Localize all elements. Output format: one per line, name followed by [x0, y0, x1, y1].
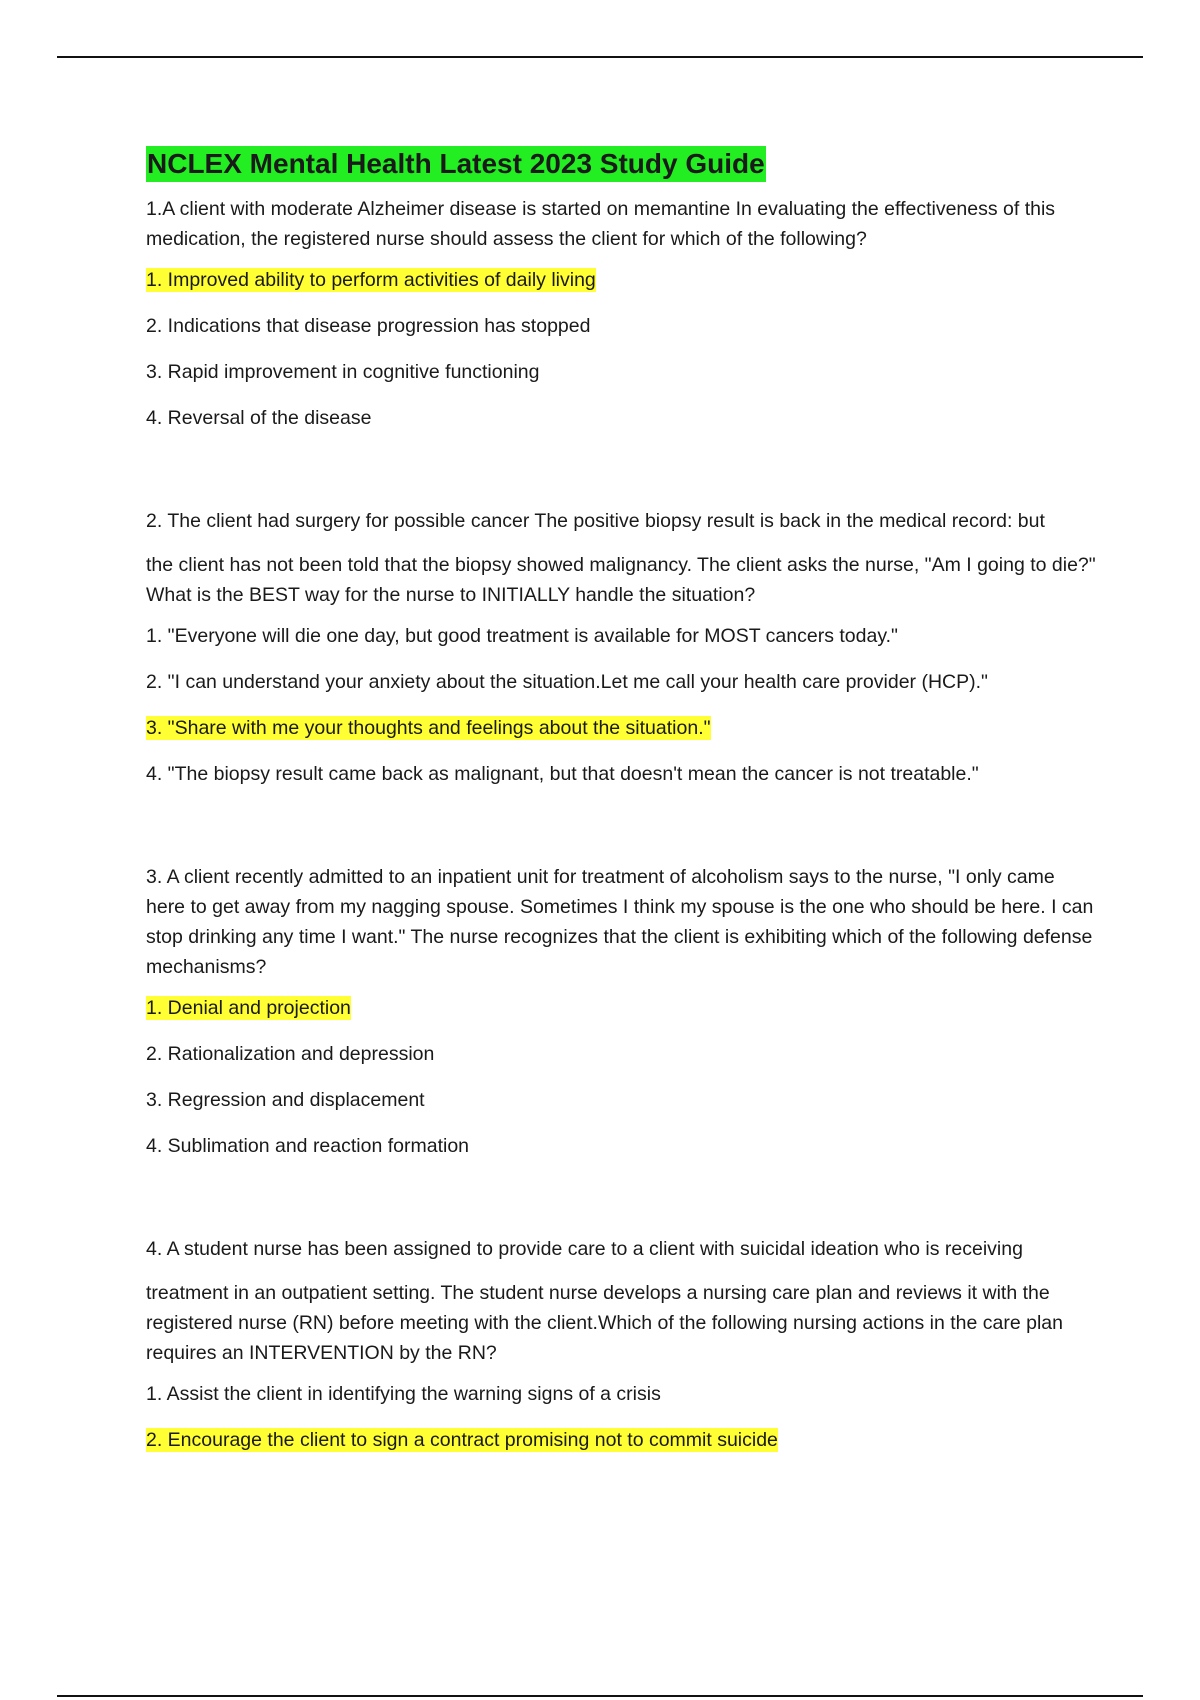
question-line: the client has not been told that the biopsy showed malignancy. The client asks the nurse, "Am I going to die?" What is the BEST way for the nurse to INITIALLY handle the situation?	[146, 554, 1096, 606]
answer-option-label: 4. Sublimation and reaction formation	[146, 1135, 470, 1157]
document-body	[146, 146, 1096, 1472]
answer-option-label: 2. Indications that disease progression has stopped	[146, 315, 591, 337]
question-text	[146, 862, 1096, 982]
answer-option	[146, 266, 1096, 294]
answer-option	[146, 312, 1096, 340]
question-line: 3. A client recently admitted to an inpatient unit for treatment of alcoholism says to the nurse, "I only came here to get away from my nagging spouse. Sometimes I think my spouse is the one who should be here. I can stop drinking any time I want." The nurse recognizes that the client is exhibiting which of the following defense mechanisms?	[146, 866, 1094, 978]
answer-option-label: 3. Regression and displacement	[146, 1089, 425, 1111]
answer-option	[146, 668, 1096, 696]
correct-answer-label: 3. "Share with me your thoughts and feelings about the situation."	[146, 717, 711, 739]
question-line: treatment in an outpatient setting. The student nurse develops a nursing care plan and reviews it with the registered nurse (RN) before meeting with the client.Which of the following nursing actions in the care plan requires an INTERVENTION by the RN?	[146, 1282, 1063, 1364]
answer-option	[146, 358, 1096, 386]
correct-answer-label: 1. Improved ability to perform activities of daily living	[146, 269, 596, 291]
answer-option	[146, 404, 1096, 432]
answer-option	[146, 622, 1096, 650]
question-block	[146, 1234, 1096, 1454]
answer-option-label: 1. Assist the client in identifying the warning signs of a crisis	[146, 1383, 661, 1405]
question-line: 4. A student nurse has been assigned to provide care to a client with suicidal ideation who is receiving	[146, 1238, 1023, 1260]
question-block	[146, 194, 1096, 432]
answer-option	[146, 1040, 1096, 1068]
answer-option-label: 2. "I can understand your anxiety about the situation.Let me call your health care provider (HCP)."	[146, 671, 988, 693]
question-line: 1.A client with moderate Alzheimer disease is started on memantine In evaluating the effectiveness of this medication, the registered nurse should assess the client for which of the following?	[146, 198, 1056, 250]
spacer	[146, 1178, 1096, 1234]
answer-option	[146, 1380, 1096, 1408]
answer-option	[146, 1426, 1096, 1454]
answer-option-label: 2. Rationalization and depression	[146, 1043, 435, 1065]
spacer	[146, 806, 1096, 862]
answer-option-label: 4. Reversal of the disease	[146, 407, 372, 429]
correct-answer-label: 2. Encourage the client to sign a contract promising not to commit suicide	[146, 1429, 778, 1451]
correct-answer-label: 1. Denial and projection	[146, 997, 351, 1019]
question-block	[146, 506, 1096, 788]
answer-option	[146, 760, 1096, 788]
bottom-rule	[57, 1695, 1143, 1697]
spacer	[146, 450, 1096, 506]
question-block	[146, 862, 1096, 1160]
question-line: 2. The client had surgery for possible cancer The positive biopsy result is back in the medical record: but	[146, 510, 1045, 532]
question-text	[146, 1234, 1096, 1368]
answer-option-label: 4. "The biopsy result came back as malignant, but that doesn't mean the cancer is not treatable."	[146, 763, 979, 785]
answer-option	[146, 994, 1096, 1022]
question-text	[146, 506, 1096, 610]
top-rule	[57, 56, 1143, 58]
answer-option	[146, 714, 1096, 742]
answer-option-label: 3. Rapid improvement in cognitive functioning	[146, 361, 540, 383]
answer-option	[146, 1086, 1096, 1114]
answer-option	[146, 1132, 1096, 1160]
document-title: NCLEX Mental Health Latest 2023 Study Guide	[146, 146, 766, 182]
question-text	[146, 194, 1096, 254]
answer-option-label: 1. "Everyone will die one day, but good treatment is available for MOST cancers today."	[146, 625, 898, 647]
